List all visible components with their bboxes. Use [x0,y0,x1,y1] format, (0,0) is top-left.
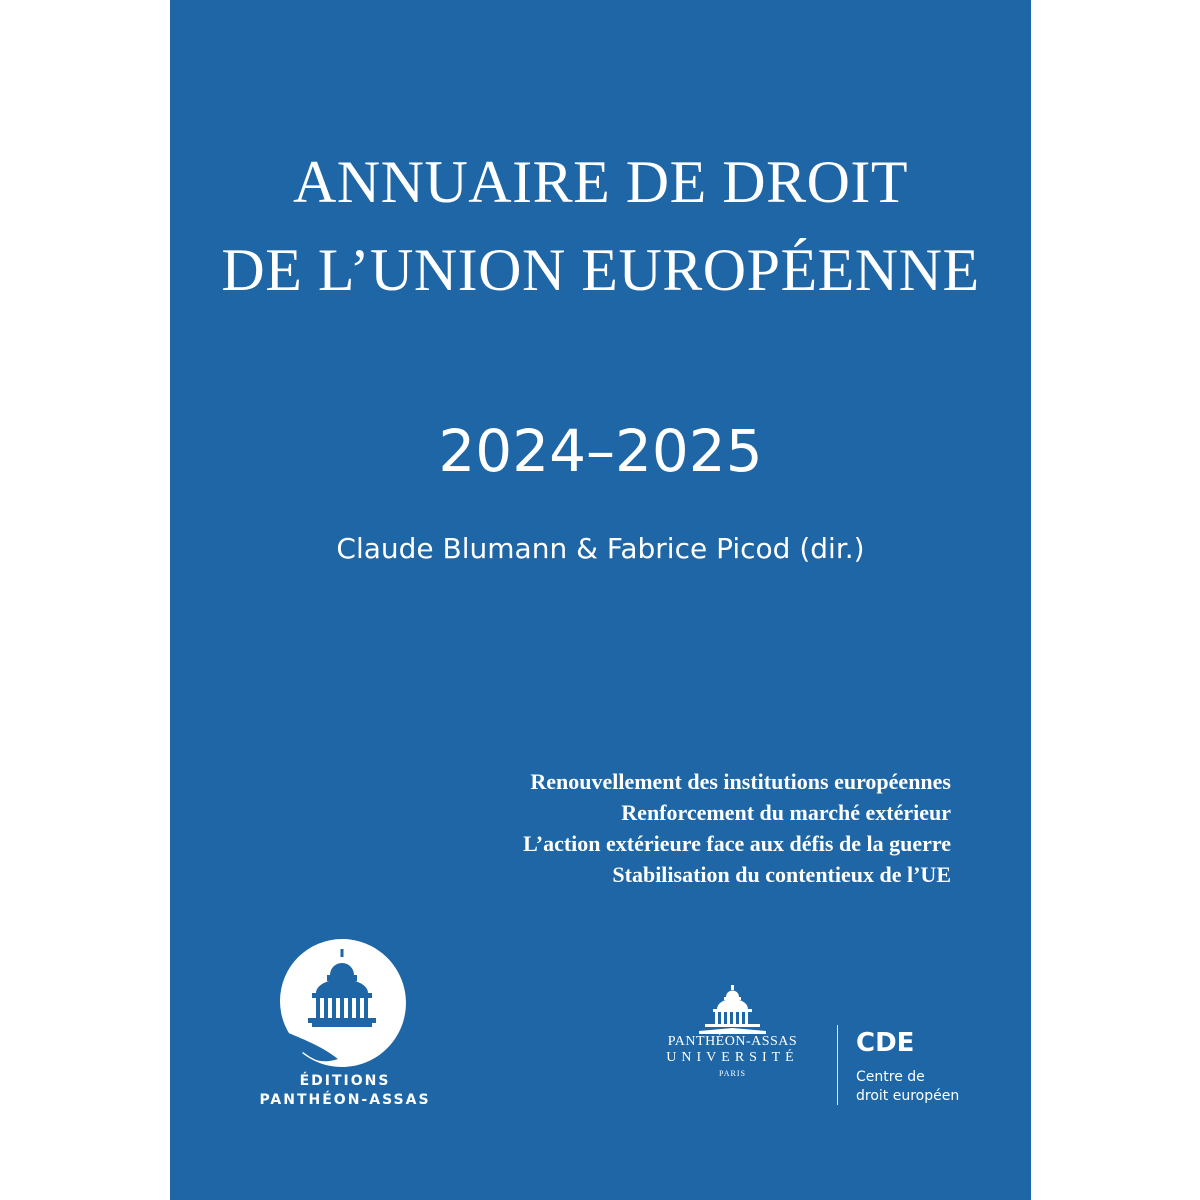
book-cover [170,0,1031,1200]
topic-item: Stabilisation du contentieux de l’UE [612,862,951,887]
cde-line-1: Centre de [856,1069,925,1085]
edition-years: 2024–2025 [438,417,763,485]
topic-item: L’action extérieure face aux défis de la guerre [523,831,951,856]
editions-pantheon-assas-logo [220,935,470,1120]
title-line-2: DE L’UNION EUROPÉENNE [221,237,980,303]
cde-logo [856,1030,959,1106]
university-line-2: UNIVERSITÉ [666,1050,799,1065]
publisher-line-1: ÉDITIONS [299,1073,391,1089]
cde-line-2: droit européen [856,1088,960,1104]
topic-item: Renouvellement des institutions européennes [530,769,951,794]
pantheon-dome-circle-icon [272,935,412,1067]
logo-divider [837,1025,838,1105]
publisher-line-2: PANTHÉON-ASSAS [259,1092,431,1108]
university-line-3: PARIS [719,1069,746,1078]
authors: Claude Blumann & Fabrice Picod (dir.) [336,532,865,565]
title-line-1: ANNUAIRE DE DROIT [292,149,909,215]
pantheon-assas-universite-logo [645,985,820,1110]
cde-abbreviation: CDE [856,1028,915,1058]
pantheon-building-icon [695,985,770,1035]
topics-list [523,766,951,890]
university-line-1: PANTHÉON-ASSAS [667,1034,798,1049]
topic-item: Renforcement du marché extérieur [621,800,951,825]
